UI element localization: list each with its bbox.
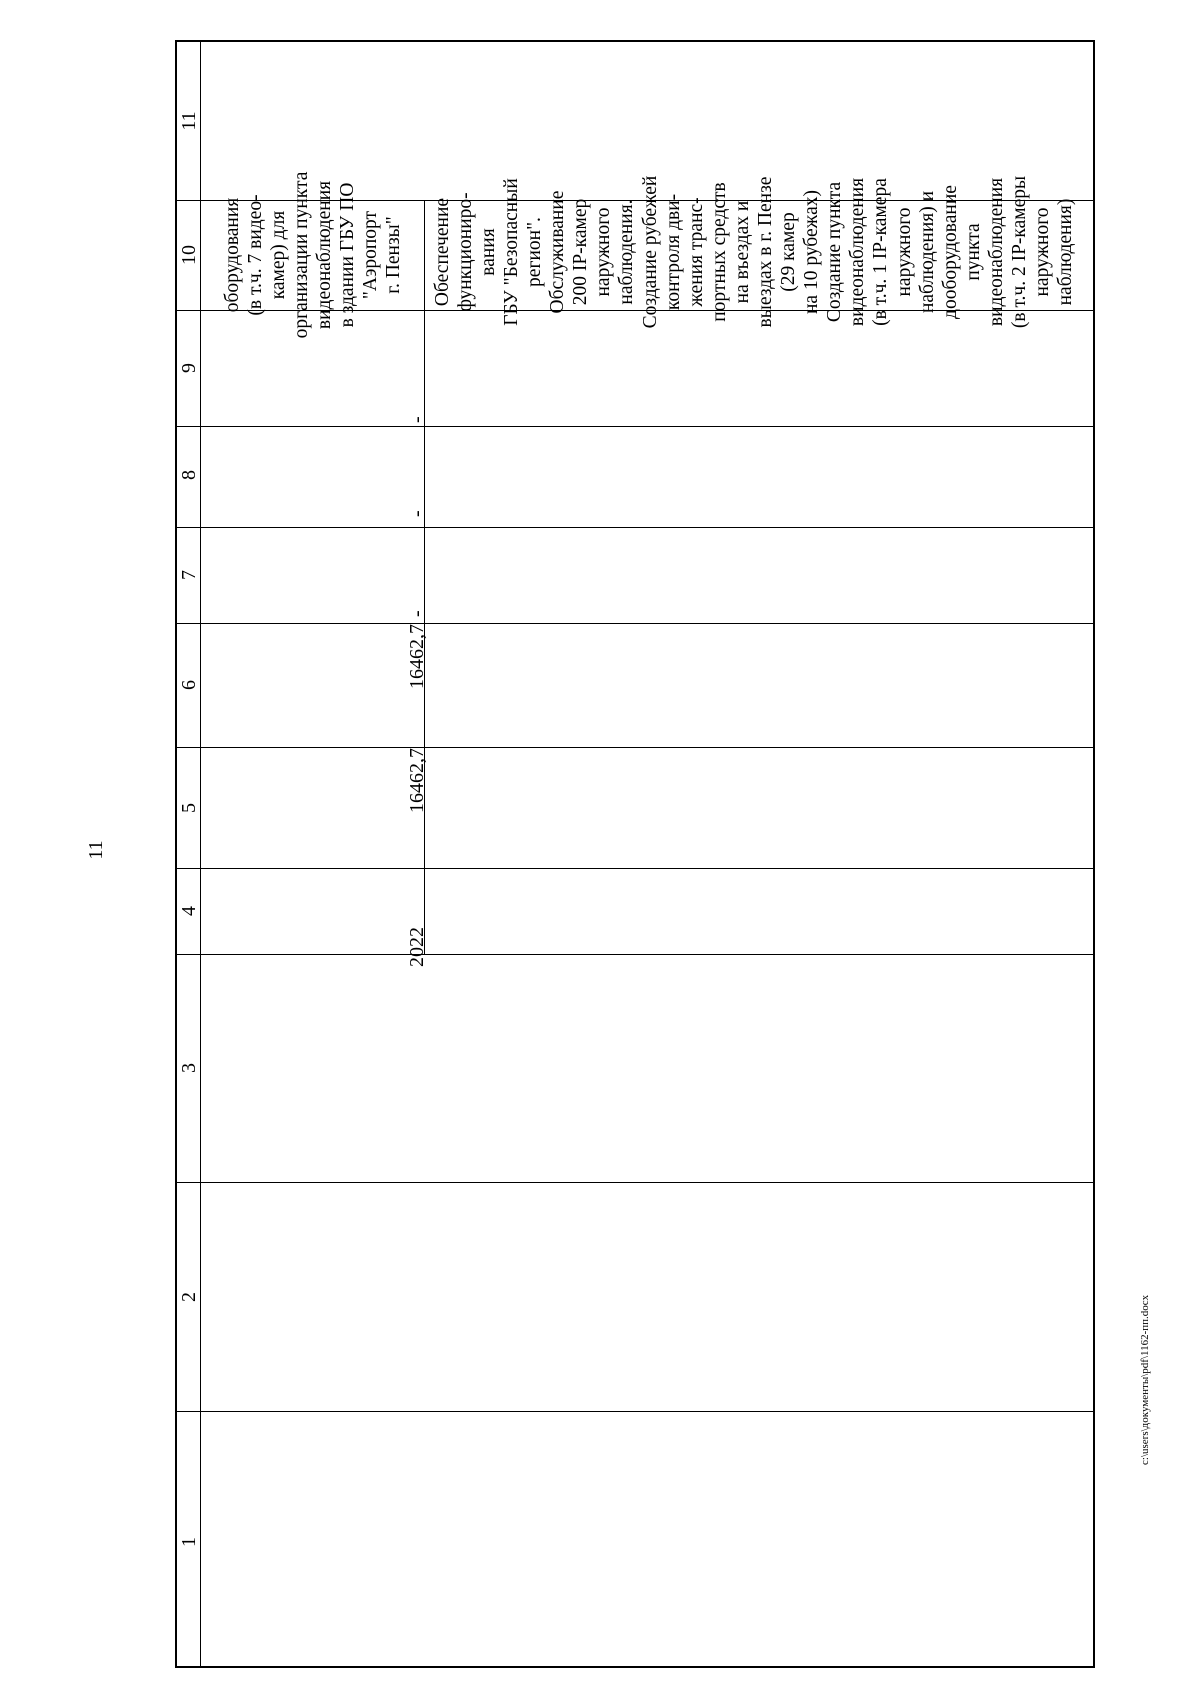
cell-description-main: Обеспечение функциониро- вания ГБУ "Безопасный регион". Обслуживание 200 IP-камер наружного наблюдения. Создание рубежей контроля дви- жения транс- портных средств на въездах и выездах в г. Пензе (29 камер на 10 рубежах) Создание пункта видеонаблюдения (в т.ч. 1 IP-камера наружного наблюдения) и дооборудование пункта видеонаблюдения (в т.ч. 2 IP-камеры наружного наблюдения): [431, 175, 1077, 329]
header-col-3: 3: [178, 1063, 200, 1073]
col-divider: [177, 623, 1093, 624]
header-col-5: 5: [178, 803, 200, 813]
cell-description-continuation: оборудования (в т.ч. 7 видео- камер) для организации пункта видеонаблюдения в здании ГБУ ПО "Аэропорт г. Пензы": [221, 171, 405, 339]
col-divider: [177, 747, 1093, 748]
header-col-11: 11: [178, 111, 200, 131]
header-col-9: 9: [178, 363, 200, 373]
footer-file-path: c:\users\документы\pdf\1162-пп.docx: [1139, 1294, 1151, 1465]
header-col-6: 6: [178, 680, 200, 690]
header-col-1: 1: [178, 1537, 200, 1547]
cell-amount-budget: 16462,7: [406, 624, 428, 689]
col-divider: [177, 426, 1093, 427]
header-col-8: 8: [178, 470, 200, 480]
col-divider: [177, 1411, 1093, 1412]
col-divider: [177, 954, 1093, 955]
page-number: 11: [85, 840, 107, 860]
header-col-4: 4: [178, 906, 200, 916]
header-col-10: 10: [178, 245, 200, 265]
cell-dash-7: -: [406, 610, 428, 617]
data-table: [175, 40, 1095, 1668]
col-divider: [177, 868, 1093, 869]
cell-dash-8: -: [406, 510, 428, 517]
header-col-2: 2: [178, 1292, 200, 1302]
cell-year: 2022: [406, 927, 428, 967]
cell-dash-9: -: [406, 416, 428, 423]
header-col-7: 7: [178, 570, 200, 580]
col-divider: [177, 527, 1093, 528]
cell-amount-total: 16462,7: [406, 748, 428, 813]
col-divider: [177, 1182, 1093, 1183]
